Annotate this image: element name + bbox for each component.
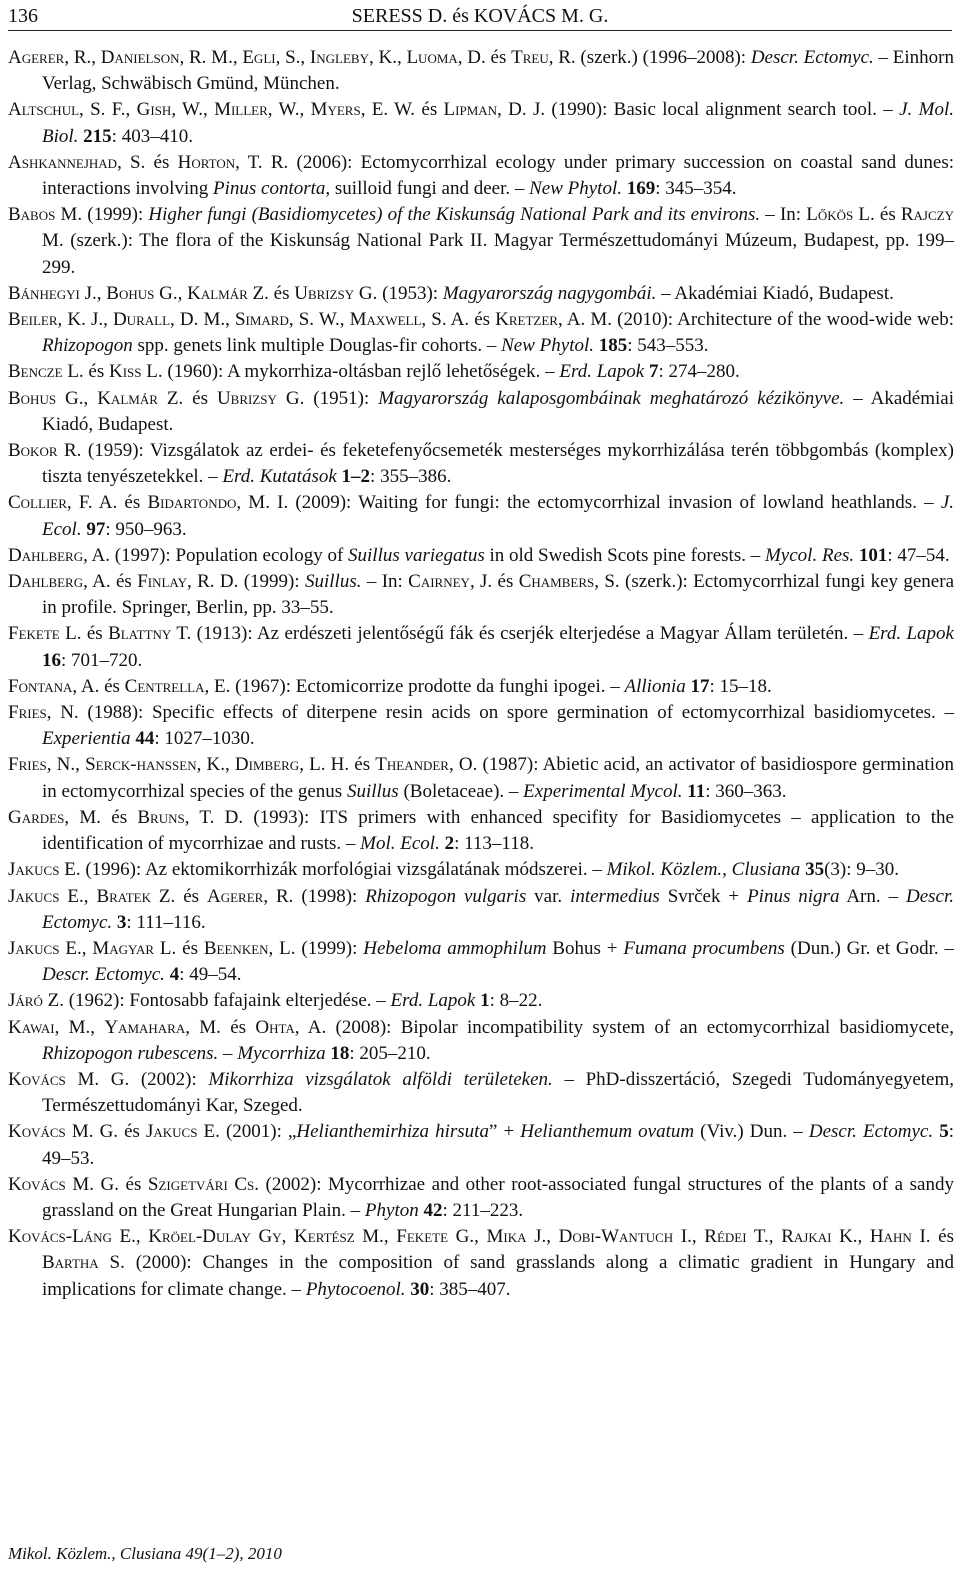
author-name: Miller — [214, 99, 268, 121]
reference-entry — [8, 386, 954, 438]
author-name: Járó — [8, 990, 43, 1012]
author-name: Fekete — [396, 1226, 449, 1248]
author-name: Kalmár — [97, 387, 158, 409]
reference-entry — [8, 202, 954, 281]
italic-text: Pinus nigra — [747, 885, 840, 907]
reference-text: R. (1959): Vizsgálatok az erdei- és feketefenyőcsemeték mesterséges mykorrhizálása terén többgombás (komplex) tiszta tenyészetekkel. – — [42, 440, 954, 488]
reference-text: , M. I. (2009): Waiting for fungi: the ectomycorrhizal invasion of lowland heathlands. – — [236, 492, 941, 514]
reference-text: : 205–210. — [349, 1042, 431, 1064]
reference-text: – In: — [760, 204, 807, 226]
reference-text: , S. W., — [288, 309, 350, 331]
volume-number: 5 — [939, 1121, 949, 1143]
author-name: Blattny — [108, 623, 172, 645]
page-number: 136 — [8, 5, 38, 27]
reference-text: I. és — [911, 1226, 954, 1248]
author-name: Bohus — [106, 282, 155, 304]
italic-text: Suillus. — [305, 571, 362, 593]
italic-text: Erd. Lapok — [868, 623, 954, 645]
reference-text: E., — [59, 885, 97, 907]
reference-text: : 8–22. — [489, 990, 543, 1012]
reference-text: , S. és — [117, 151, 178, 173]
reference-entry — [8, 359, 954, 385]
reference-text: G. (1953): — [354, 282, 443, 304]
reference-text: , E. W. és — [360, 99, 444, 121]
author-name: Bencze — [8, 361, 63, 383]
italic-text: Mol. Ecol. — [360, 833, 440, 855]
reference-text: : 111–116. — [126, 911, 206, 933]
author-name: Agerer — [8, 47, 65, 68]
italic-text: Fumana procumbens — [623, 937, 785, 959]
italic-text: Erd. Lapok — [559, 361, 645, 383]
italic-text: Hebeloma ammophilum — [363, 937, 547, 959]
author-name: Agerer — [206, 885, 264, 907]
reference-text: G., — [56, 387, 98, 409]
reference-text: , S., — [275, 47, 310, 68]
italic-text: Allionia — [624, 675, 686, 697]
author-name: Beenken — [203, 937, 269, 959]
author-name: Kovács — [8, 1068, 66, 1090]
author-name: Maxwell — [349, 309, 422, 331]
author-name: Ingleby — [309, 47, 369, 68]
author-name: Bohus — [8, 387, 57, 409]
reference-text: , A. és — [72, 675, 125, 697]
reference-entry — [8, 490, 954, 542]
reference-text: : 950–963. — [105, 518, 187, 540]
author-name: Mika — [486, 1226, 527, 1248]
author-name: Ashkannejhad — [8, 151, 118, 173]
reference-text: , J. és — [469, 571, 519, 593]
author-name: Fekete — [8, 623, 60, 645]
reference-entry — [8, 988, 954, 1014]
italic-text: Rhizopogon rubescens. — [42, 1042, 219, 1064]
reference-text: Bohus + — [546, 937, 624, 959]
reference-text: G. (1951): — [276, 387, 379, 409]
italic-text: Erd. Kutatások — [222, 466, 337, 488]
reference-text: , R. (szerk.) (1996–2008): — [548, 47, 751, 68]
author-name: Treu — [511, 47, 549, 68]
reference-text: L. és — [59, 623, 109, 645]
author-name: Dimberg — [234, 754, 300, 776]
reference-text: (Viv.) Dun. – — [694, 1121, 809, 1143]
reference-text: E. (1996): Az ektomikorrhizák morfológiai vizsgálatának módszerei. – — [59, 859, 607, 881]
reference-text: M. G. és — [65, 1173, 148, 1195]
author-name: Jakucs — [8, 859, 60, 881]
author-name: Hahn — [869, 1226, 912, 1248]
author-name: Magyar — [92, 937, 155, 959]
reference-text: M. (1999): — [55, 204, 149, 226]
reference-text: M. G. és — [65, 1121, 146, 1143]
reference-text: – In: — [361, 571, 409, 593]
reference-text: G., — [448, 1226, 487, 1248]
reference-text: – Akadémiai Kiadó, Budapest. — [42, 387, 955, 435]
reference-entry — [8, 1119, 954, 1171]
author-name: Lőkös — [806, 204, 854, 226]
author-name: Bruns — [137, 806, 185, 828]
reference-text: , A. M. (2010): Architecture of the wood-wide web: — [557, 309, 954, 331]
author-name: Fries — [8, 754, 47, 776]
reference-text: : 701–720. — [61, 649, 143, 671]
author-name: Cairney — [408, 571, 470, 593]
reference-text: – Einhorn Verlag, Schwäbisch Gmünd, München. — [42, 47, 954, 95]
volume-number: 11 — [687, 780, 706, 802]
author-name: Bartha — [42, 1252, 99, 1274]
volume-number: 2 — [444, 833, 455, 855]
reference-text: , N. (1988): Specific effects of diterpene resin acids on spore germination of ectomycorrhizal basidiomycetes. – — [46, 702, 954, 724]
reference-text: L. (1960): A mykorrhiza-oltásban rejlő lehetőségek. – — [141, 361, 560, 383]
reference-text: S. (2000): Changes in the composition of sand grasslands along a climatic gradient in Hungary and implications for climate change. – — [42, 1252, 954, 1300]
author-name: Myers — [310, 99, 361, 121]
author-name: Ubrizsy — [294, 282, 355, 304]
reference-entry — [8, 438, 954, 490]
author-name: Luoma — [406, 47, 458, 68]
reference-text: . (2002): Mycorrhizae and other root-associated fungal structures of the plants of a sandy grassland on the Great Hungarian Plain. – — [42, 1173, 954, 1221]
italic-text: Suillus variegatus — [348, 544, 485, 566]
reference-entry — [8, 884, 954, 936]
reference-text: J., — [526, 1226, 559, 1248]
reference-text: , A. (2008): Bipolar incompatibility system of an ectomycorrhizal basidiomycete, — [294, 1016, 954, 1038]
reference-text: E., — [111, 1226, 149, 1248]
author-name: Durall — [112, 309, 171, 331]
author-name: Kovács-Láng — [8, 1226, 112, 1248]
reference-entry — [8, 674, 954, 700]
author-name: Bánhegyi — [8, 282, 80, 304]
italic-text: Mikorrhiza vizsgálatok alföldi területeken. — [208, 1068, 553, 1090]
reference-entry — [8, 1224, 954, 1303]
author-name: Jakucs — [8, 937, 60, 959]
author-name: Kiss — [109, 361, 142, 383]
reference-text: , R., — [64, 47, 101, 68]
volume-number: 1 — [480, 990, 490, 1012]
author-name: Fries — [8, 702, 47, 724]
italic-text: Magyarország kalaposgombáinak meghatározó kézikönyve. — [378, 387, 845, 409]
reference-text — [251, 1226, 259, 1247]
reference-text: , M., — [54, 1016, 105, 1038]
reference-text: , D. J. (1990): Basic local alignment search tool. – — [497, 99, 900, 121]
author-name: Kawai — [8, 1016, 55, 1038]
reference-text: I., — [673, 1226, 705, 1248]
volume-number: 7 — [648, 361, 659, 383]
italic-text: Mikol. Közlem., Clusiana — [606, 859, 801, 881]
reference-entry — [8, 97, 954, 149]
italic-text: Pinus contorta — [212, 178, 326, 200]
reference-text: : 403–410. — [111, 125, 193, 147]
reference-entry — [8, 857, 954, 883]
reference-text: ” + — [488, 1121, 521, 1143]
italic-text: J. Mol. Biol. — [42, 99, 954, 147]
reference-text: , R. (1998): — [263, 885, 366, 907]
reference-text: , W., — [267, 99, 311, 121]
reference-text: Z. és — [157, 387, 217, 409]
reference-text: : 211–223. — [442, 1199, 524, 1221]
author-name: Chambers — [518, 571, 595, 593]
volume-number: 215 — [83, 125, 112, 147]
volume-number: 17 — [690, 675, 710, 697]
italic-text: Erd. Lapok — [390, 990, 476, 1012]
italic-text: New Phytol. — [501, 335, 595, 357]
reference-text: L. és — [62, 361, 109, 383]
author-name: Bidartondo — [147, 492, 237, 514]
author-name: Jakucs — [8, 885, 60, 907]
reference-text: , K., — [196, 754, 235, 776]
author-name: Babos — [8, 204, 56, 226]
reference-text: , S. (szerk.): Ectomycorrhizal fungi key genera in profile. Springer, Berlin, pp. 33–55. — [42, 571, 955, 619]
reference-entry — [8, 700, 954, 752]
author-name: Gish — [136, 99, 172, 121]
reference-text: , E. (1967): Ectomicorrize prodotte da funghi ipogei. – — [204, 675, 625, 697]
reference-text: E. (2001): „ — [197, 1121, 297, 1143]
author-name: Collier — [8, 492, 67, 514]
author-name: Finlay — [137, 571, 187, 593]
italic-text: Rhizopogon — [42, 335, 133, 357]
reference-text: : 355–386. — [370, 466, 452, 488]
author-name: Horton — [177, 151, 236, 173]
volume-number: 30 — [410, 1278, 430, 1300]
reference-text: Z. és — [247, 282, 295, 304]
volume-number: 42 — [423, 1199, 443, 1221]
reference-entry — [8, 307, 954, 359]
reference-text: : 113–118. — [454, 833, 534, 855]
reference-text: , D. M., — [170, 309, 235, 331]
author-name: Cs — [234, 1173, 255, 1195]
volume-number: 44 — [135, 728, 155, 750]
reference-text: : 385–407. — [429, 1278, 511, 1300]
reference-entry — [8, 543, 954, 569]
reference-text: : 543–553. — [627, 335, 709, 357]
reference-text: : 49–53. — [42, 1121, 954, 1169]
reference-text: , N., — [46, 754, 86, 776]
reference-text: , A. és — [83, 571, 138, 593]
reference-entry — [8, 936, 954, 988]
reference-text: , L. H. és — [299, 754, 376, 776]
author-name: Dahlberg — [8, 571, 84, 593]
reference-text: Arn. – — [839, 885, 906, 907]
reference-text: , F. A. és — [66, 492, 148, 514]
italic-text: Descr. Ectomyc. — [750, 47, 874, 68]
reference-text: T., — [746, 1226, 782, 1248]
author-name: Jakucs — [146, 1121, 198, 1143]
volume-number: 1–2 — [341, 466, 371, 488]
reference-text: , T. D. (1993): ITS primers with enhanced specifity for Basidiomycetes – application to the identification of mycorrhizae and rusts. – — [42, 806, 954, 855]
author-name: Beiler — [8, 309, 58, 331]
italic-text: Mycol. Res. — [764, 544, 855, 566]
author-name: Kröel-Dulay — [148, 1226, 251, 1248]
author-name: Kovács — [8, 1173, 66, 1195]
italic-text: New Phytol. — [529, 178, 622, 200]
reference-text: L. és — [853, 204, 901, 226]
author-name: Kretzer — [495, 309, 558, 331]
reference-entry — [8, 621, 954, 673]
reference-text: – Akadémiai Kiadó, Budapest. — [656, 282, 894, 304]
author-name: Simard — [234, 309, 289, 331]
reference-text: : 49–54. — [179, 964, 242, 986]
reference-text: in old Swedish Scots pine forests. – — [484, 544, 765, 566]
italic-text: Higher fungi (Basidiomycetes) of the Kiskunság National Park and its environs. — [148, 204, 761, 226]
reference-entry — [8, 150, 954, 202]
reference-entry — [8, 805, 954, 857]
reference-entry — [8, 45, 954, 97]
author-name: Kovács — [8, 1121, 66, 1143]
author-name: Bokor — [8, 440, 58, 462]
italic-text: J. Ecol. — [42, 492, 955, 540]
author-name: Lipman — [443, 99, 498, 121]
reference-text: : 47–54. — [887, 544, 950, 566]
author-name: Rédei — [704, 1226, 747, 1248]
reference-text: , M. és — [64, 806, 138, 828]
italic-text: Suillus — [346, 780, 399, 802]
reference-entry — [8, 1015, 954, 1067]
reference-text: var. — [526, 885, 571, 907]
italic-text: Descr. Ectomyc. — [42, 964, 165, 986]
author-name: Dahlberg — [8, 544, 84, 566]
author-name: Ubrizsy — [216, 387, 277, 409]
reference-text: , A. (1997): Population ecology of — [83, 544, 349, 566]
author-name: Fontana — [8, 675, 73, 697]
volume-number: 101 — [858, 544, 888, 566]
reference-entry — [8, 569, 954, 621]
reference-list — [8, 45, 954, 1303]
page-footer: Mikol. Közlem., Clusiana 49(1–2), 2010 — [8, 1544, 282, 1563]
reference-text: , S. A. és — [421, 309, 496, 331]
author-name: Kertész — [294, 1226, 355, 1248]
reference-text: , suilloid fungi and deer. – — [325, 178, 530, 200]
reference-text: , K. J., — [57, 309, 113, 331]
reference-text: : 15–18. — [709, 675, 772, 697]
reference-text: , D. és — [457, 47, 512, 68]
reference-text: spp. genets link multiple Douglas-fir cohorts. – — [132, 335, 502, 357]
reference-text: , R. M., — [179, 47, 243, 68]
reference-text: M. (szerk.): The flora of the Kiskunság National Park II. Magyar Természettudományi Múzeum, Budapest, pp. 199–299. — [42, 230, 954, 278]
volume-number: 35 — [805, 859, 825, 881]
author-name: Gardes — [8, 806, 65, 828]
reference-entry — [8, 281, 954, 307]
reference-text: M., — [354, 1226, 397, 1248]
volume-number: 185 — [598, 335, 628, 357]
reference-text: , K., — [368, 47, 407, 68]
reference-text: G., — [154, 282, 188, 304]
reference-text: (Dun.) Gr. et Godr. – — [784, 937, 955, 959]
reference-text: L. és — [154, 937, 204, 959]
italic-text: Experimental Mycol. — [523, 780, 683, 802]
page-header — [8, 2, 952, 31]
italic-text: Rhizopogon vulgaris — [365, 885, 527, 907]
reference-text: Svrček + — [659, 885, 748, 907]
reference-text: , — [281, 1226, 295, 1248]
reference-text: J., — [79, 282, 107, 304]
italic-text: Descr. Ectomyc. — [42, 885, 955, 933]
reference-text: : 1027–1030. — [154, 728, 255, 750]
reference-text: , R. D. (1999): — [187, 571, 305, 593]
reference-entry — [8, 1172, 954, 1224]
italic-text: Helianthemirhiza hirsuta — [296, 1121, 489, 1143]
reference-text: Z. és — [151, 885, 207, 907]
italic-text: Magyarország nagygombái. — [442, 282, 657, 304]
reference-text: : 360–363. — [705, 780, 787, 802]
reference-entry — [8, 752, 954, 804]
author-name: Altschul — [8, 99, 80, 121]
italic-text: Phyton — [364, 1199, 419, 1221]
author-name: Theander — [375, 754, 449, 776]
volume-number: 16 — [42, 649, 61, 671]
author-name: Bratek — [96, 885, 151, 907]
italic-text: Helianthemum ovatum — [520, 1121, 695, 1143]
reference-text: M. G. (2002): — [65, 1068, 209, 1090]
italic-text: Mycorrhiza — [237, 1042, 326, 1064]
author-name: Centrella — [124, 675, 205, 697]
author-name: Rajczy — [900, 204, 954, 226]
italic-text: intermedius — [570, 885, 660, 907]
author-name: Danielson — [100, 47, 180, 68]
author-name: Egli — [242, 47, 276, 68]
author-name: Gy — [258, 1226, 282, 1248]
volume-number: 4 — [169, 964, 180, 986]
author-name: Rajkai — [781, 1226, 832, 1248]
reference-text: K., — [831, 1226, 870, 1248]
running-head: SERESS D. és KOVÁCS M. G. — [351, 5, 609, 27]
reference-entry — [8, 1067, 954, 1119]
volume-number: 169 — [626, 178, 656, 200]
author-name: Yamahara — [104, 1016, 186, 1038]
reference-text: Z. (1962): Fontosabb fafajaink elterjedése. – — [42, 990, 391, 1012]
reference-text: , W., — [171, 99, 215, 121]
author-name: Ohta — [255, 1016, 295, 1038]
reference-text: , L. (1999): — [268, 937, 364, 959]
reference-text: (3): 9–30. — [824, 859, 899, 881]
volume-number: 18 — [330, 1042, 350, 1064]
reference-text: , M. és — [185, 1016, 256, 1038]
italic-text: Descr. Ectomyc. — [808, 1121, 934, 1143]
reference-text: (Boletaceae). – — [398, 780, 524, 802]
reference-text: E., — [59, 937, 93, 959]
author-name: Kalmár — [187, 282, 248, 304]
reference-text: , S. F., — [79, 99, 137, 121]
reference-text: , O. (1987): Abietic acid, an activator of basidiospore germination in ectomycorrhizal species of the genus — [42, 754, 954, 802]
reference-text: – — [218, 1042, 238, 1064]
volume-number: 3 — [116, 911, 127, 933]
reference-text: – PhD-disszertáció, Szegedi Tudományegyetem, Természettudományi Kar, Szeged. — [42, 1068, 954, 1117]
author-name: Serck-hanssen — [85, 754, 197, 776]
reference-text: T. (1913): Az erdészeti jelentőségű fák és cserjék elterjedése a Magyar Állam területén. – — [171, 623, 869, 645]
volume-number: 97 — [86, 518, 106, 540]
author-name: Szigetvári — [147, 1173, 228, 1195]
italic-text: Phytocoenol. — [305, 1278, 406, 1300]
reference-text: : 274–280. — [658, 361, 740, 383]
italic-text: Experientia — [42, 728, 131, 750]
reference-text: , T. R. (2006): Ectomycorrhizal ecology under primary succession on coastal sand dunes: interactions involving — [42, 151, 954, 200]
reference-text: : 345–354. — [655, 178, 737, 200]
author-name: Dobi-Wantuch — [558, 1226, 674, 1248]
